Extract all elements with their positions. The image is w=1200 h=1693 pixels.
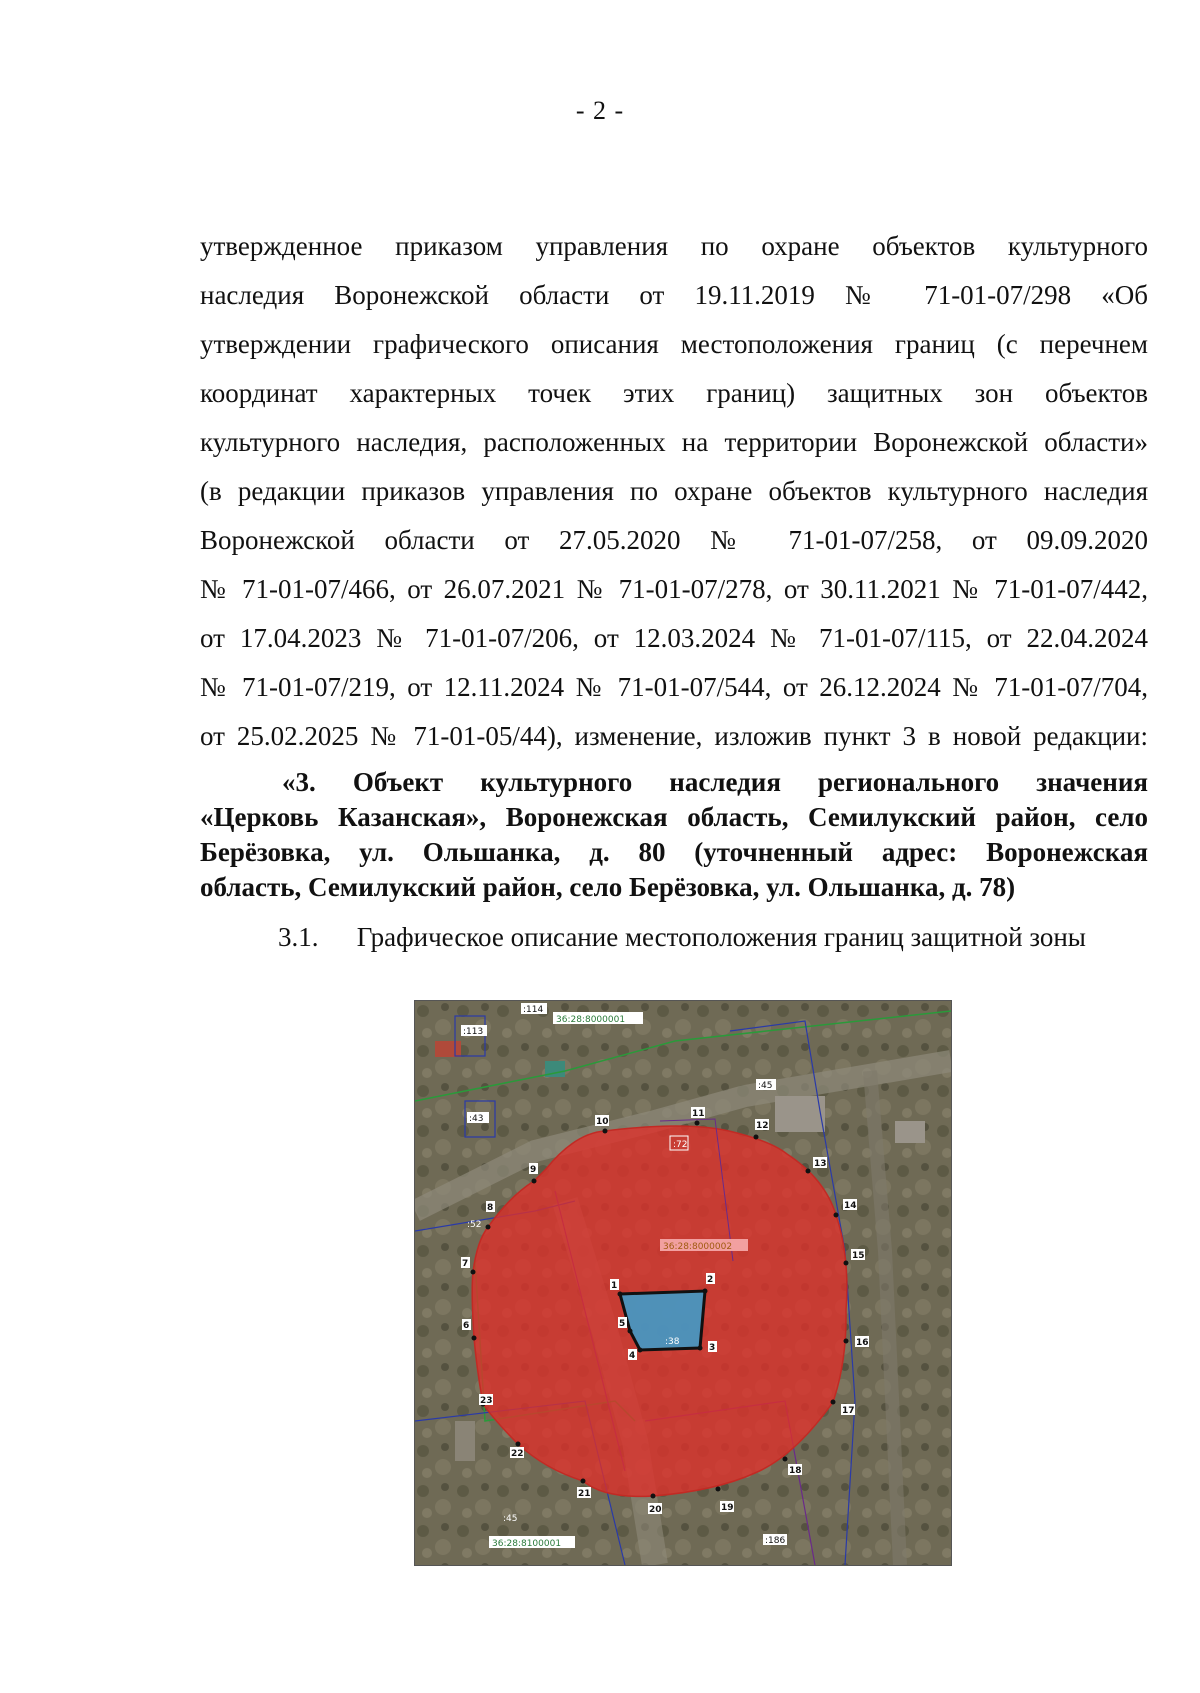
building bbox=[455, 1421, 475, 1461]
parcel-label bbox=[763, 1534, 787, 1546]
parcel-label bbox=[521, 1003, 547, 1015]
svg-text::72: :72 bbox=[673, 1140, 688, 1150]
svg-text::186: :186 bbox=[765, 1536, 786, 1546]
paragraph-line: наследия Воронежской области от 19.11.2019 № 71-01-07/298 «Об bbox=[200, 280, 1148, 310]
object-heading-line: «Церковь Казанская», Воронежская область, Семилукский район, село bbox=[200, 802, 1148, 832]
svg-text:12: 12 bbox=[756, 1121, 769, 1131]
svg-text:7: 7 bbox=[462, 1259, 469, 1269]
svg-text:23: 23 bbox=[480, 1396, 493, 1406]
object-heading-line: «3. Объект культурного наследия регионального значения bbox=[282, 767, 1148, 797]
paragraph-line: утвержденное приказом управления по охране объектов культурного bbox=[200, 231, 1148, 261]
parcel-label bbox=[461, 1025, 487, 1037]
svg-text:18: 18 bbox=[789, 1466, 802, 1476]
svg-text:19: 19 bbox=[721, 1503, 734, 1513]
svg-text:8: 8 bbox=[487, 1203, 494, 1213]
page-number: - 2 - bbox=[575, 96, 625, 125]
cadastral-label bbox=[660, 1239, 748, 1252]
svg-text:15: 15 bbox=[852, 1251, 865, 1261]
subsection-number: 3.1. bbox=[278, 922, 319, 952]
svg-text:17: 17 bbox=[842, 1406, 855, 1416]
svg-text::113: :113 bbox=[463, 1027, 484, 1037]
subsection-title: Графическое описание местоположения границ защитной зоны bbox=[356, 922, 1086, 952]
map-svg bbox=[415, 1001, 951, 1565]
paragraph-line: от 25.02.2025 № 71-01-05/44), изменение, изложив пункт 3 в новой редакции: bbox=[200, 721, 1148, 751]
svg-text::45: :45 bbox=[503, 1514, 518, 1524]
parcel-label bbox=[503, 1514, 517, 1524]
svg-text:2: 2 bbox=[707, 1275, 714, 1285]
svg-text:14: 14 bbox=[844, 1201, 857, 1211]
svg-text:4: 4 bbox=[629, 1351, 636, 1361]
svg-text:3: 3 bbox=[709, 1343, 716, 1353]
svg-text:9: 9 bbox=[530, 1165, 537, 1175]
svg-text:11: 11 bbox=[692, 1109, 705, 1119]
paragraph-line: Воронежской области от 27.05.2020 № 71-01-07/258, от 09.09.2020 bbox=[200, 525, 1148, 555]
svg-text::45: :45 bbox=[758, 1081, 773, 1091]
protection-zone-map bbox=[414, 1000, 952, 1566]
svg-text::38: :38 bbox=[665, 1337, 680, 1347]
paragraph-line: № 71-01-07/219, от 12.11.2024 № 71-01-07/544, от 26.12.2024 № 71-01-07/704, bbox=[200, 672, 1148, 702]
object-heading bbox=[200, 765, 1148, 905]
parcel-label bbox=[673, 1140, 687, 1150]
svg-text::114: :114 bbox=[523, 1005, 544, 1015]
zone-point bbox=[479, 1394, 493, 1407]
building bbox=[895, 1121, 925, 1143]
paragraph-line: от 17.04.2023 № 71-01-07/206, от 12.03.2024 № 71-01-07/115, от 22.04.2024 bbox=[200, 623, 1148, 653]
object-heading-line: область, Семилукский район, село Берёзовка, ул. Ольшанка, д. 78) bbox=[200, 872, 1016, 902]
svg-text:16: 16 bbox=[856, 1338, 869, 1348]
svg-text:10: 10 bbox=[596, 1117, 609, 1127]
parcel-label bbox=[756, 1079, 776, 1091]
svg-text:36:28:8100001: 36:28:8100001 bbox=[492, 1539, 562, 1549]
subsection-heading bbox=[278, 922, 1086, 953]
svg-text:13: 13 bbox=[814, 1159, 827, 1169]
svg-text:36:28:8000001: 36:28:8000001 bbox=[556, 1015, 626, 1025]
building bbox=[775, 1096, 825, 1132]
svg-text:21: 21 bbox=[578, 1489, 591, 1499]
svg-text::43: :43 bbox=[469, 1114, 484, 1124]
svg-text::52: :52 bbox=[467, 1220, 482, 1230]
document-body bbox=[200, 222, 1148, 905]
paragraph-line: утверждении графического описания местоположения границ (с перечнем bbox=[200, 329, 1148, 359]
cadastral-label bbox=[489, 1536, 575, 1549]
paragraph-line: координат характерных точек этих границ) защитных зон объектов bbox=[200, 378, 1148, 408]
parcel-label bbox=[665, 1337, 680, 1347]
main-paragraph bbox=[200, 222, 1148, 761]
svg-text:1: 1 bbox=[611, 1281, 618, 1291]
object-heading-line: Берёзовка, ул. Ольшанка, д. 80 (уточненный адрес: Воронежская bbox=[200, 837, 1148, 867]
svg-text:5: 5 bbox=[619, 1319, 626, 1329]
paragraph-line: № 71-01-07/466, от 26.07.2021 № 71-01-07/278, от 30.11.2021 № 71-01-07/442, bbox=[200, 574, 1148, 604]
svg-text:20: 20 bbox=[649, 1505, 662, 1515]
svg-text:36:28:8000002: 36:28:8000002 bbox=[663, 1242, 733, 1252]
parcel-label bbox=[467, 1220, 481, 1230]
paragraph-line: культурного наследия, расположенных на территории Воронежской области» bbox=[200, 427, 1148, 457]
parcel-label bbox=[467, 1112, 489, 1124]
svg-text:22: 22 bbox=[511, 1449, 524, 1459]
cadastral-label bbox=[553, 1012, 643, 1025]
building bbox=[435, 1041, 461, 1057]
paragraph-line: (в редакции приказов управления по охране объектов культурного наследия bbox=[200, 476, 1148, 506]
svg-text:6: 6 bbox=[463, 1321, 470, 1331]
